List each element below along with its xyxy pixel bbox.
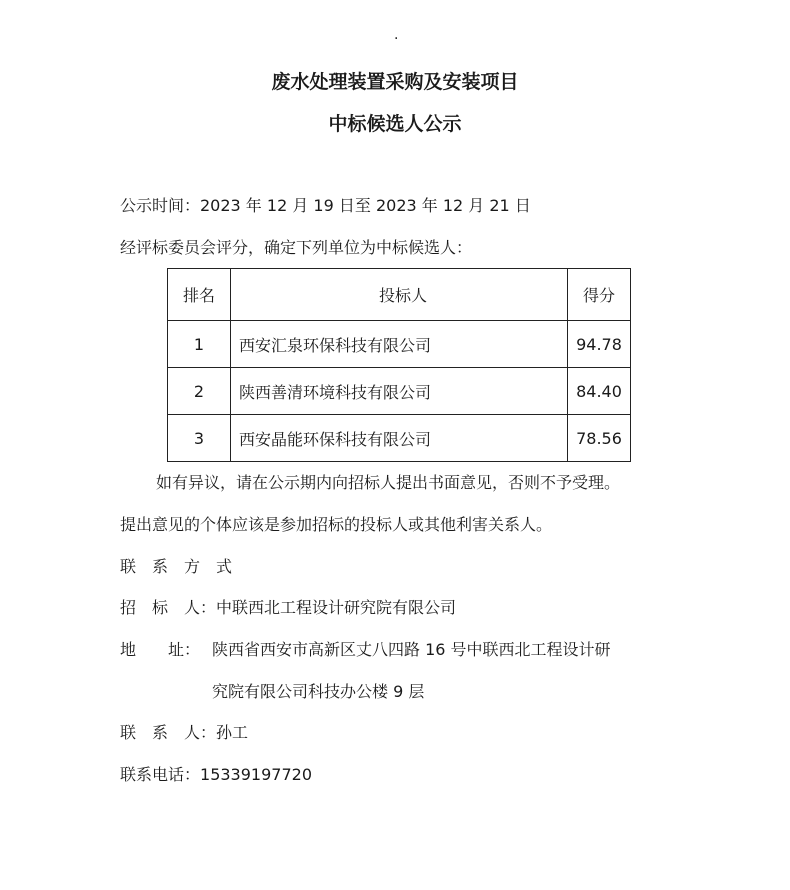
- header-rank: 排名: [168, 269, 231, 321]
- rank-cell: 2: [168, 368, 231, 415]
- rank-cell: 3: [168, 415, 231, 462]
- address-line: [120, 639, 611, 661]
- contact-person-line: [120, 722, 248, 744]
- table-header-row: [168, 269, 631, 321]
- score-cell: 78.56: [568, 415, 631, 462]
- bidder-cell: 西安汇泉环保科技有限公司: [231, 321, 568, 368]
- phone-line: [120, 764, 312, 786]
- table-row: [168, 321, 631, 368]
- bidder-cell: 西安晶能环保科技有限公司: [231, 415, 568, 462]
- phone-label: 联系电话：: [120, 765, 201, 784]
- address-continuation: 究院有限公司科技办公楼 9 层: [212, 682, 425, 701]
- header-dot: .: [394, 27, 399, 43]
- notice-period: 公示时间：2023 年 12 月 19 日至 2023 年 12 月 21 日: [120, 196, 531, 215]
- score-cell: 94.78: [568, 321, 631, 368]
- objection-eligibility: 提出意见的个体应该是参加招标的投标人或其他利害关系人。: [120, 515, 553, 534]
- table-row: [168, 368, 631, 415]
- intro-text: 经评标委员会评分，确定下列单位为中标候选人：: [120, 238, 473, 257]
- address-value: 陕西省西安市高新区丈八四路 16 号中联西北工程设计研: [212, 640, 611, 659]
- header-score: 得分: [568, 269, 631, 321]
- document-title: 废水处理装置采购及安装项目: [271, 71, 519, 93]
- phone-value: 15339197720: [200, 765, 312, 784]
- table-row: [168, 415, 631, 462]
- bidder-cell: 陕西善清环境科技有限公司: [231, 368, 568, 415]
- tenderer-value: 中联西北工程设计研究院有限公司: [216, 598, 457, 617]
- candidate-table: [167, 268, 631, 462]
- tenderer-label: 招 标 人：: [120, 598, 217, 617]
- header-bidder: 投标人: [231, 269, 568, 321]
- tenderer-line: [120, 597, 456, 619]
- address-label: 地 址：: [120, 640, 201, 659]
- objection-text: 如有异议，请在公示期内向招标人提出书面意见，否则不予受理。: [156, 473, 621, 492]
- contact-person-value: 孙工: [216, 723, 249, 742]
- contact-heading: 联 系 方 式: [120, 557, 233, 576]
- score-cell: 84.40: [568, 368, 631, 415]
- rank-cell: 1: [168, 321, 231, 368]
- document-subtitle: 中标候选人公示: [328, 113, 462, 135]
- contact-person-label: 联 系 人：: [120, 723, 217, 742]
